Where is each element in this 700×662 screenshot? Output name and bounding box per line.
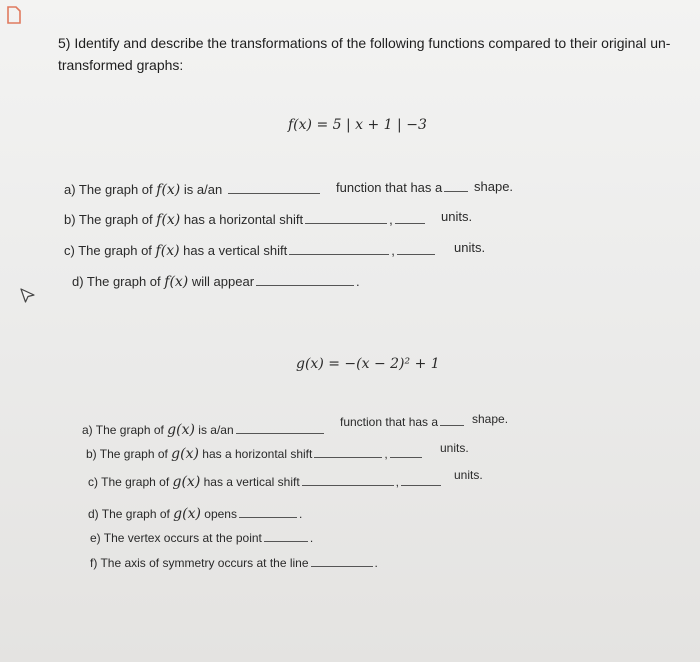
g-item-f: f) The axis of symmetry occurs at the line .: [90, 556, 378, 570]
f-a-blank-1[interactable]: [228, 192, 320, 194]
g-item-b-end: units.: [440, 441, 469, 455]
g-b-blank-1[interactable]: [314, 456, 382, 458]
g-item-a: a) The graph of g(x) is a/an: [82, 422, 326, 438]
question-line-2: transformed graphs:: [58, 57, 184, 73]
g-item-e: e) The vertex occurs at the point .: [90, 531, 314, 545]
formula-g: g(x) = −(x − 2)² + 1: [296, 356, 440, 372]
g-c-blank-1[interactable]: [302, 484, 394, 486]
f-a-blank-2[interactable]: [444, 190, 468, 192]
f-b-blank-2[interactable]: [395, 222, 425, 224]
g-a-blank-2[interactable]: [440, 424, 464, 426]
g-item-c: c) The graph of g(x) has a vertical shift ,: [88, 474, 443, 490]
f-item-b-end: units.: [441, 209, 473, 224]
f-item-c: c) The graph of f(x) has a vertical shift ,: [64, 243, 437, 259]
f-d-blank[interactable]: [256, 284, 354, 286]
question-text: [58, 32, 670, 76]
g-b-blank-2[interactable]: [390, 456, 422, 458]
f-item-d: d) The graph of f(x) will appear .: [72, 274, 360, 290]
formula-f: f(x) = 5 | x + 1 | −3: [288, 117, 427, 133]
f-c-blank-2[interactable]: [397, 253, 435, 255]
mouse-pointer-icon: [18, 286, 38, 306]
g-item-a-end: shape.: [472, 412, 509, 426]
g-item-b: b) The graph of g(x) has a horizontal shift ,: [86, 446, 424, 462]
g-d-blank[interactable]: [239, 516, 297, 518]
question-line-1: 5) Identify and describe the transformations of the following functions compared to their original un-: [58, 35, 671, 51]
g-e-blank[interactable]: [264, 540, 308, 542]
g-item-c-end: units.: [454, 468, 483, 482]
f-item-a-cont: function that has a: [336, 180, 470, 195]
f-b-blank-1[interactable]: [305, 222, 387, 224]
f-item-c-end: units.: [454, 240, 486, 255]
g-c-blank-2[interactable]: [401, 484, 441, 486]
f-item-a-end: shape.: [474, 179, 514, 194]
g-item-d: d) The graph of g(x) opens .: [88, 506, 303, 522]
f-item-a: a) The graph of f(x) is a/an: [64, 182, 322, 198]
g-f-blank[interactable]: [311, 565, 373, 567]
g-a-blank-1[interactable]: [236, 432, 324, 434]
document-icon: [6, 6, 22, 24]
g-item-a-cont: function that has a: [340, 415, 466, 429]
f-c-blank-1[interactable]: [289, 253, 389, 255]
f-item-b: b) The graph of f(x) has a horizontal shift ,: [64, 212, 427, 228]
